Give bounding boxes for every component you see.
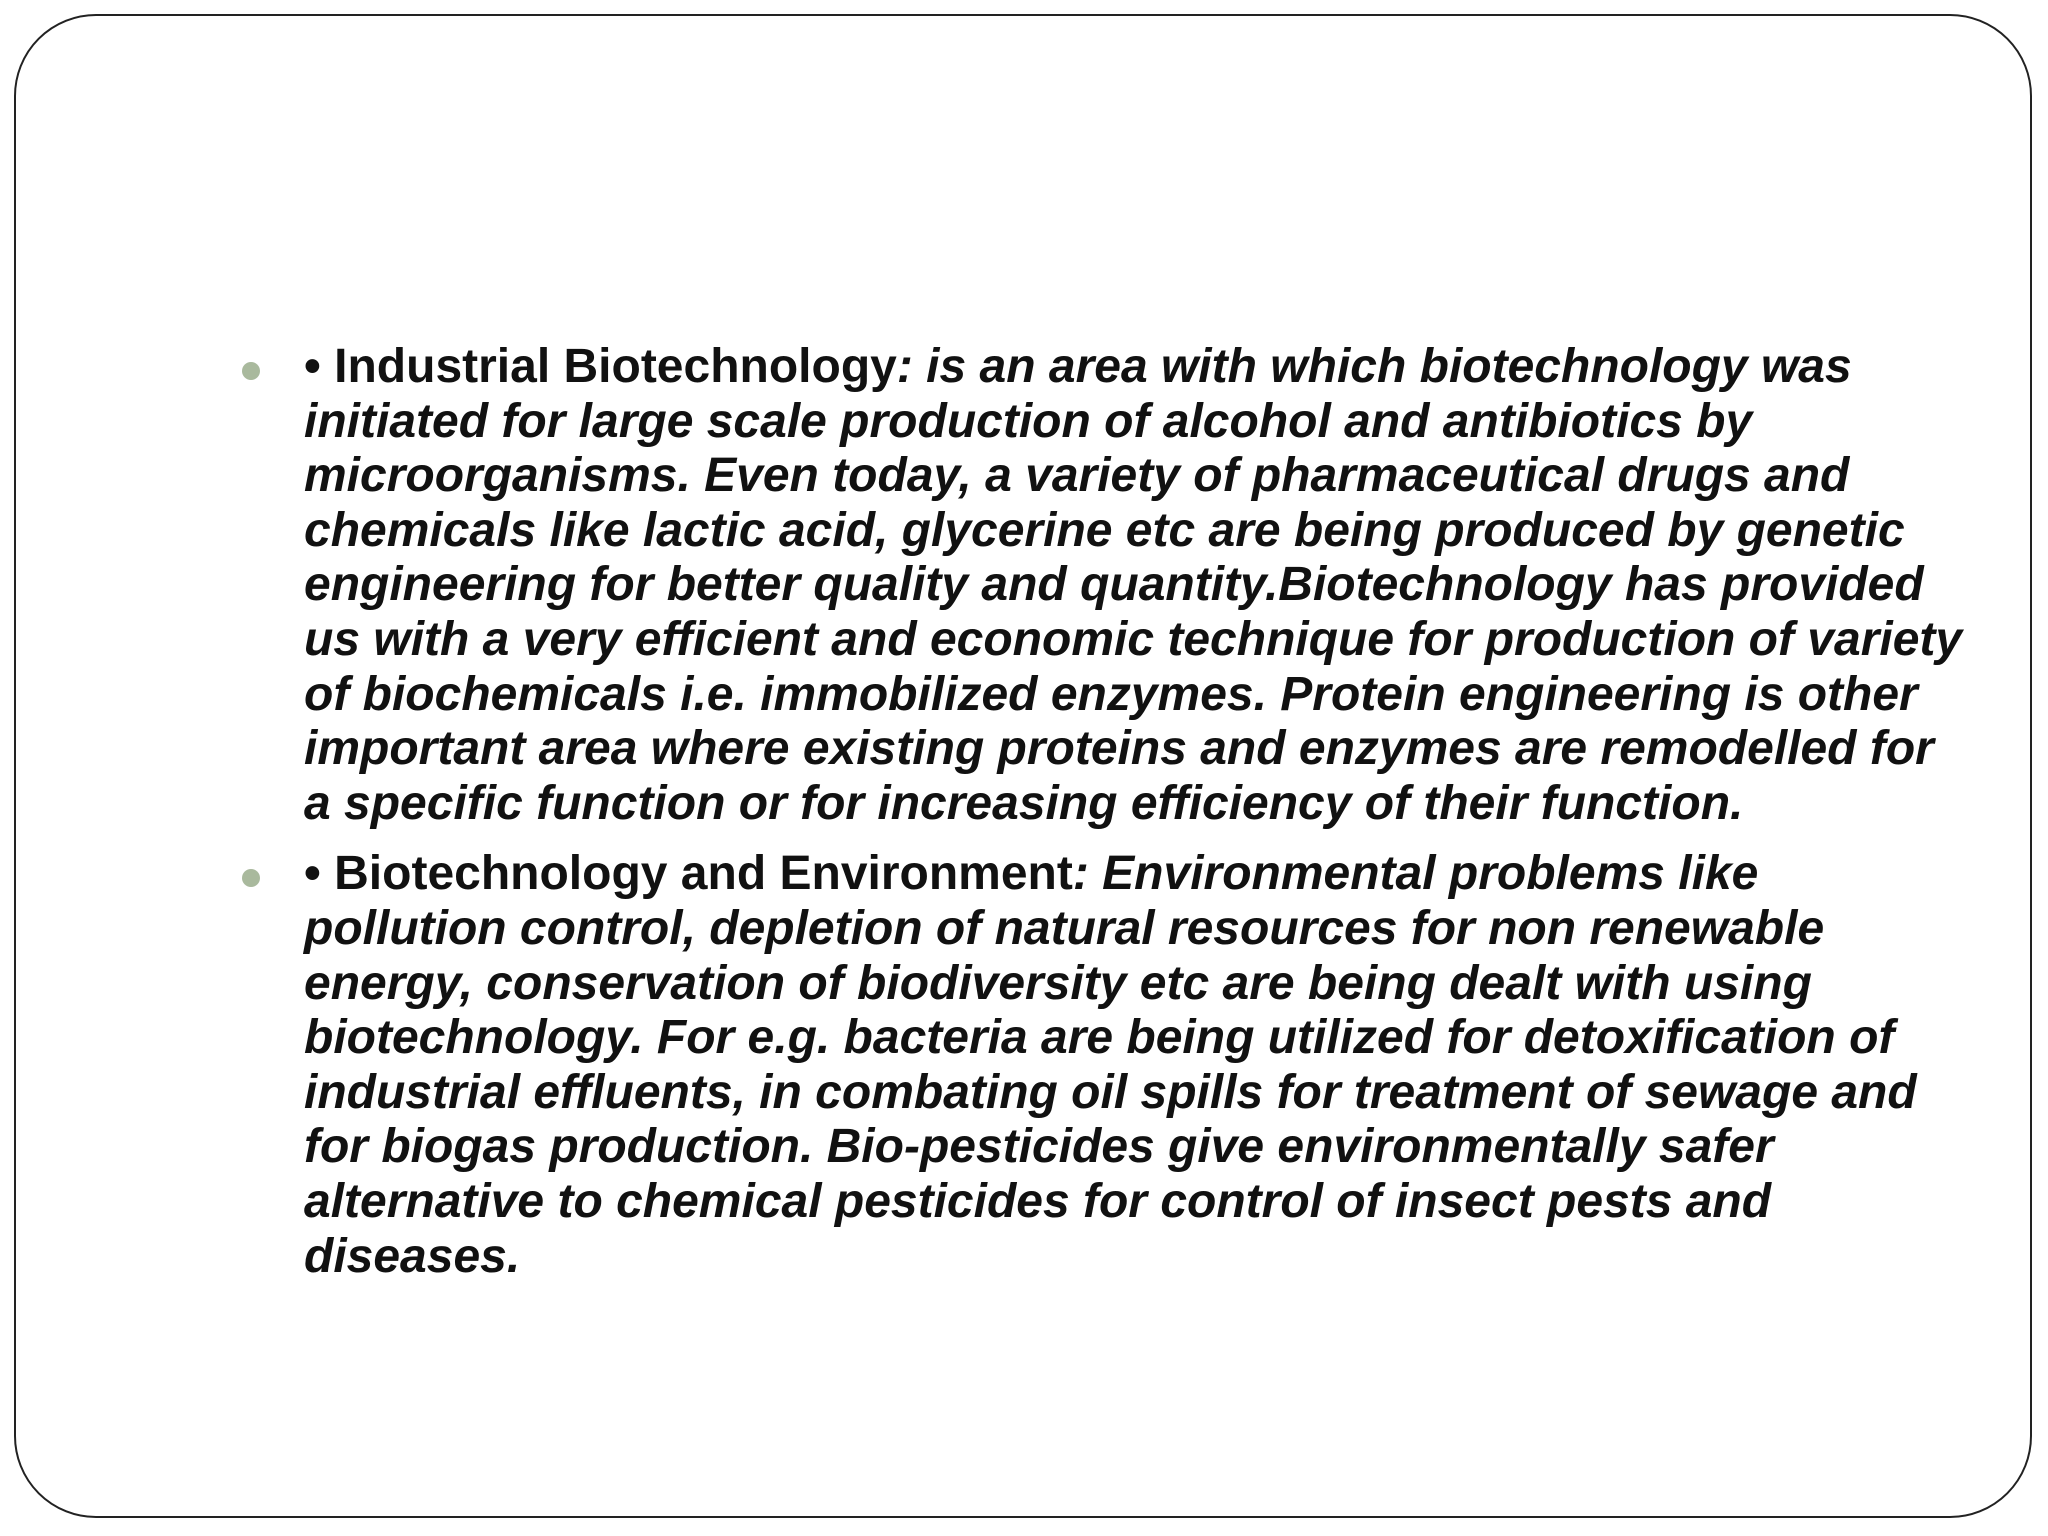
bullet-body: : Environmental problems like pollution control, depletion of natural resources for non renewable energy, conservation of biodiversity etc are being dealt with using biotechnology. For e.g. bacteria are being utilized for detoxification of industrial effluents, in combating oil spills for treatment of sewage and for biogas production. Bio-pesticides give environmentally safer alternative to chemical pesticides for control of insect pests and diseases. <box>304 847 1917 1283</box>
bullet-item-industrial-biotechnology <box>230 340 1970 831</box>
slide-frame <box>14 14 2032 1518</box>
bullet-lead: • Biotechnology and Environment <box>304 847 1073 901</box>
bullet-lead: • Industrial Biotechnology <box>304 340 897 393</box>
bullet-body: : is an area with which biotechnology was initiated for large scale production of alcohol and antibiotics by microorganisms. Even today, a variety of pharmaceutical drugs and chemicals like lactic acid, glycerine etc are being produced by genetic engineering for better quality and quantity.Biotechnology has provided us with a very efficient and economic technique for production of variety of biochemicals i.e. immobilized enzymes. Protein engineering is other important area where existing proteins and enzymes are remodelled for a specific function or for increasing efficiency of their function. <box>304 340 1963 830</box>
bullet-dot-icon <box>242 869 260 887</box>
bullet-item-biotechnology-environment <box>230 847 1970 1284</box>
bullet-list <box>230 340 1970 1300</box>
bullet-dot-icon <box>242 362 260 380</box>
